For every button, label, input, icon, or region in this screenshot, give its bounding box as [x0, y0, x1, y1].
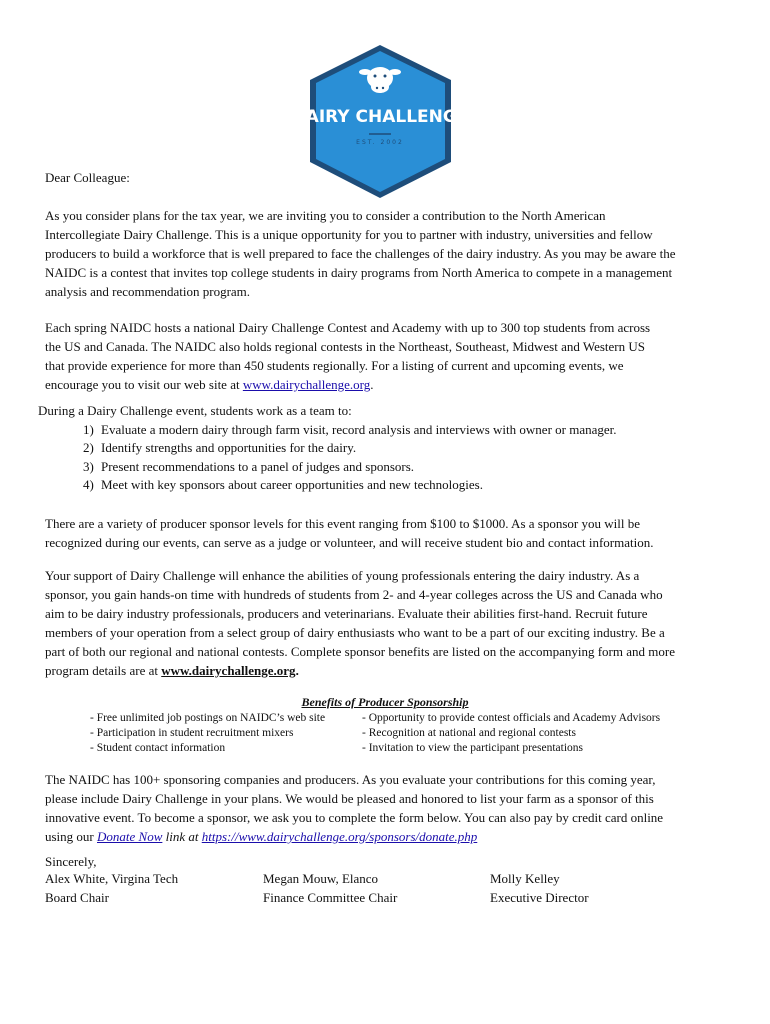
benefits-title: Benefits of Producer Sponsorship [301, 695, 469, 709]
logo-brand-text: DAIRY CHALLENGE [291, 107, 469, 127]
benefit-item: - Free unlimited job postings on NAIDC’s web site [90, 712, 326, 724]
text-line: the US and Canada. The NAIDC also holds regional contests in the Northeast, Southeast, Midwest and Western US [45, 339, 645, 354]
benefit-item: - Recognition at national and regional contests [362, 727, 576, 739]
text-line: sponsor, you gain hands-on time with hundreds of students from 2- and 4-year colleges across the US and Canada who [45, 587, 663, 602]
list-item [38, 476, 738, 495]
benefit-item: - Student contact information [90, 742, 226, 754]
benefits-right-column [362, 711, 660, 756]
text-line: please include Dairy Challenge in your plans. We would be pleased and honored to list your farm as a sponsor of this [45, 791, 654, 806]
benefit-item: - Invitation to view the participant presentations [362, 742, 583, 754]
text-line [45, 375, 725, 394]
text-line: innovative event. To become a sponsor, we ask you to complete the form below. You can also pay by credit card online [45, 810, 664, 825]
list-text: Present recommendations to a panel of judges and sponsors. [101, 458, 415, 474]
text-fragment: program details are at [45, 663, 162, 678]
text-line: The NAIDC has 100+ sponsoring companies and producers. As you evaluate your contributions for this coming year, [45, 772, 656, 787]
text-line: As you consider plans for the tax year, we are inviting you to consider a contribution to the North American [45, 208, 606, 223]
benefit-item: - Opportunity to provide contest officials and Academy Advisors [362, 712, 661, 724]
text-line: that provide experience for more than 450 students regionally. For a listing of current and upcoming events, we [45, 358, 624, 373]
text-fragment: . [370, 377, 374, 392]
text-line: NAIDC is a contest that invites top college students in dairy programs from North America to compete in a management [45, 265, 673, 280]
text-fragment: using our [45, 829, 97, 844]
salutation: Dear Colleague: [45, 170, 130, 185]
website-link[interactable]: www.dairychallenge.org [242, 377, 371, 392]
donate-now-link[interactable]: Donate Now [97, 829, 163, 844]
list-item [38, 439, 738, 458]
text-fragment: link at [162, 829, 202, 844]
paragraph-sponsor-levels [45, 514, 725, 552]
list-text: Identify strengths and opportunities for the dairy. [101, 440, 357, 455]
list-item [38, 421, 738, 440]
list-number: 2) [83, 440, 94, 455]
list-number: 3) [83, 458, 94, 474]
signer-title: Executive Director [490, 890, 589, 905]
paragraph-sponsor-form [45, 770, 725, 846]
list-item [38, 458, 738, 477]
closing: Sincerely, [45, 854, 97, 869]
text-line: part of both our regional and national contests. Complete sponsor benefits are listed on the accompanying form and more [45, 644, 675, 659]
text-line: There are a variety of producer sponsor levels for this event ranging from $100 to $1000. As a sponsor you will be [45, 516, 640, 531]
signer-name: Molly Kelley [490, 871, 560, 886]
signer-name: Megan Mouw, Elanco [263, 871, 379, 886]
signer-title: Board Chair [45, 890, 109, 905]
donate-url-link[interactable]: https://www.dairychallenge.org/sponsors/donate.php [201, 829, 478, 844]
list-number: 4) [83, 477, 94, 492]
text-fragment: . [295, 663, 299, 678]
list-text: Evaluate a modern dairy through farm visit, record analysis and interviews with owner or manager. [101, 421, 617, 437]
list-text: Meet with key sponsors about career opportunities and new technologies. [101, 477, 483, 492]
list-number: 1) [83, 421, 94, 437]
paragraph-events [45, 318, 725, 394]
signer-name: Alex White, Virgina Tech [45, 871, 179, 886]
svg-text:EST. 2002: EST. 2002 [356, 139, 404, 146]
text-line: recognized during our events, can serve as a judge or volunteer, and will receive student bio and contact information. [45, 535, 654, 550]
signer-2 [263, 869, 397, 907]
signer-1 [45, 869, 178, 907]
event-steps-list [38, 402, 738, 495]
text-line: members of your operation from a select group of dairy enthusiasts who want to be a part of our exciting industry. Be a [45, 625, 665, 640]
paragraph-intro [45, 206, 725, 301]
text-line: aim to be dairy industry professionals, producers and veterinarians. Evaluate their abilities first-hand. Recruit future [45, 606, 648, 621]
list-intro: During a Dairy Challenge event, students work as a team to: [38, 403, 352, 418]
text-line [45, 827, 725, 846]
signer-3 [490, 869, 589, 907]
signer-title: Finance Committee Chair [263, 890, 398, 905]
text-line: producers to build a workforce that is well prepared to face the challenges of the dairy industry. As you may be aware the [45, 246, 676, 261]
text-line: Each spring NAIDC hosts a national Dairy Challenge Contest and Academy with up to 300 top students from across [45, 320, 651, 335]
text-line: analysis and recommendation program. [45, 284, 251, 299]
text-line: Intercollegiate Dairy Challenge. This is a unique opportunity for you to partner with industry, universities and fellow [45, 227, 653, 242]
paragraph-support [45, 566, 725, 680]
text-fragment: encourage you to visit our web site at [45, 377, 243, 392]
website-link-bold[interactable]: www.dairychallenge.org [161, 663, 296, 678]
text-line: Your support of Dairy Challenge will enhance the abilities of young professionals entering the dairy industry. As a [45, 568, 640, 583]
benefits-left-column [90, 711, 325, 756]
benefit-item: - Participation in student recruitment mixers [90, 727, 294, 739]
text-line [45, 661, 725, 680]
